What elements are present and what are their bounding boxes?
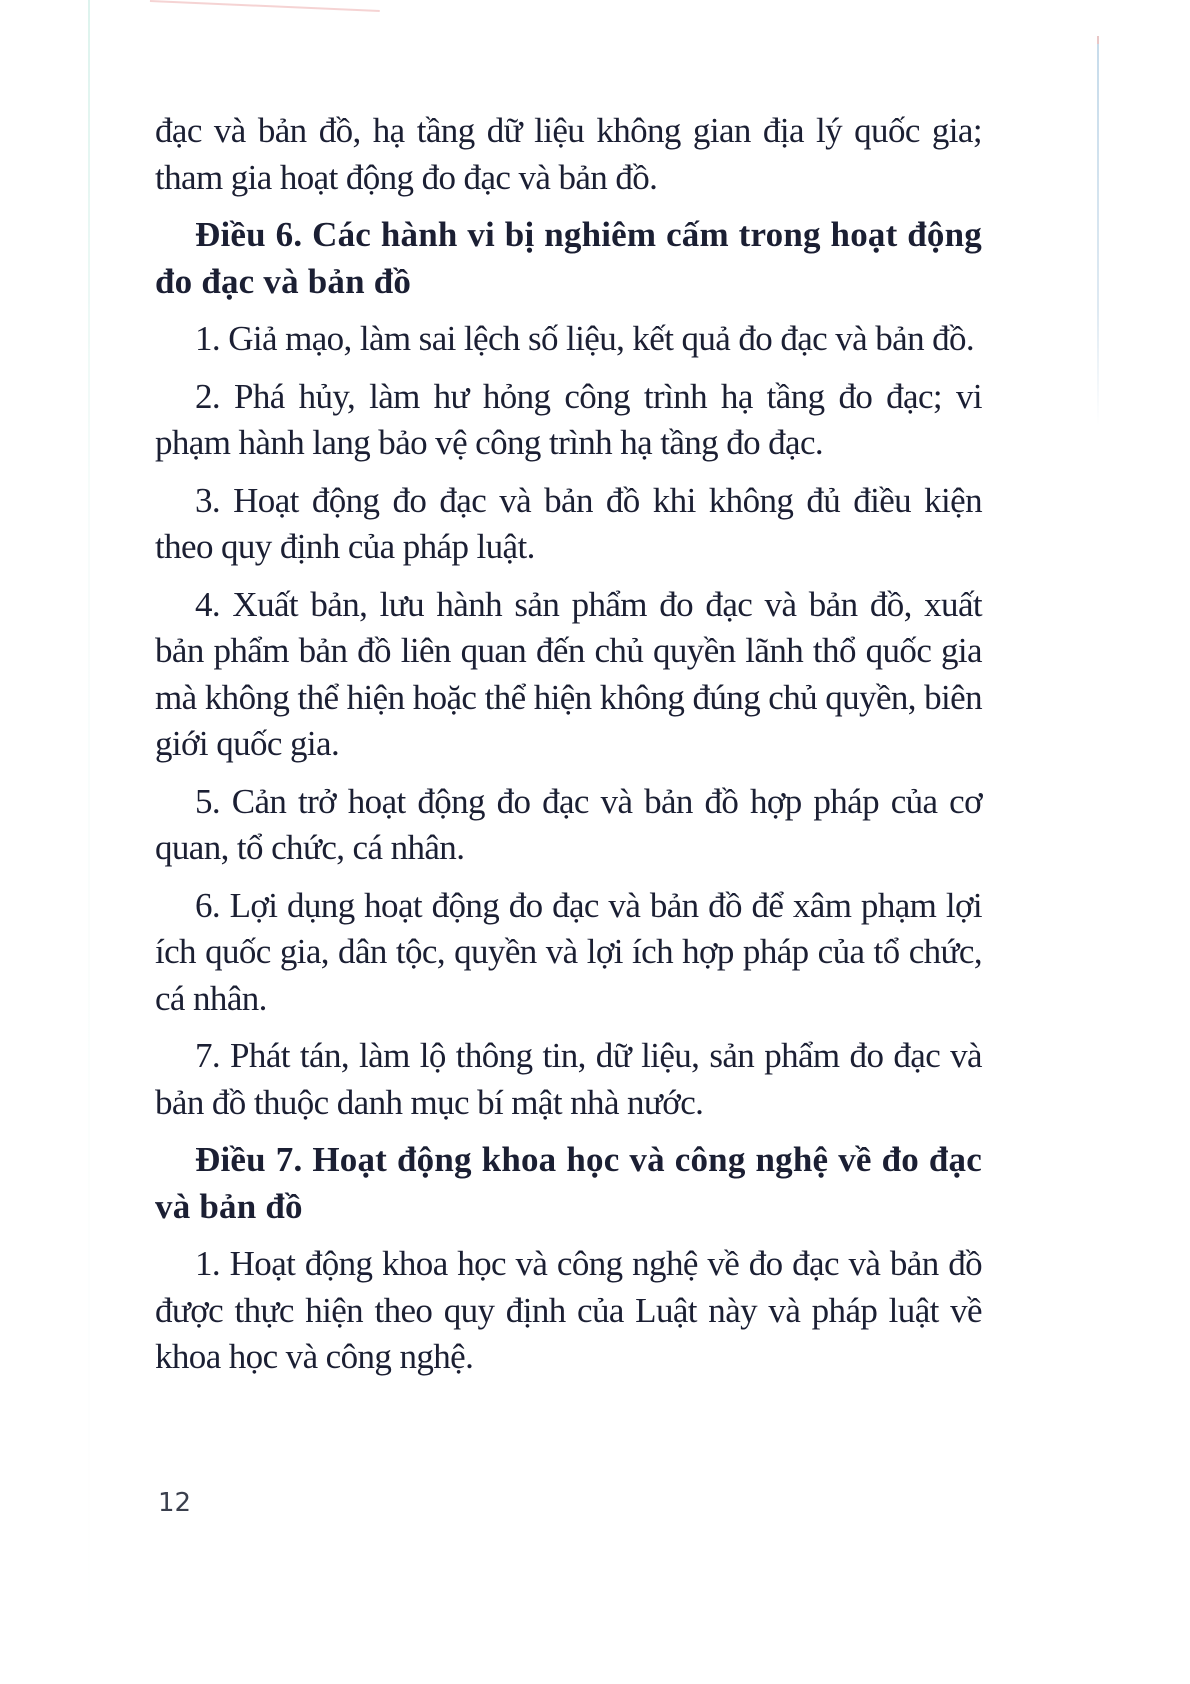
page-number: 12: [158, 1488, 192, 1518]
article-6-clause-7: 7. Phát tán, làm lộ thông tin, dữ liệu, sản phẩm đo đạc và bản đồ thuộc danh mục bí mật nhà nước.: [155, 1036, 982, 1122]
article-6-clause-5: 5. Cản trở hoạt động đo đạc và bản đồ hợp pháp của cơ quan, tổ chức, cá nhân.: [155, 781, 982, 867]
article-6-clause-2: 2. Phá hủy, làm hư hỏng công trình hạ tầng đo đạc; vi phạm hành lang bảo vệ công trình hạ tầng đo đạc.: [155, 376, 982, 462]
article-7-heading: Điều 7. Hoạt động khoa học và công nghệ về đo đạc và bản đồ: [155, 1140, 982, 1226]
article-6-heading: Điều 6. Các hành vi bị nghiêm cấm trong hoạt động đo đạc và bản đồ: [155, 215, 982, 301]
page-edge-left: [88, 0, 90, 1684]
article-6-clause-6: 6. Lợi dụng hoạt động đo đạc và bản đồ để xâm phạm lợi ích quốc gia, dân tộc, quyền và lợi ích hợp pháp của tổ chức, cá nhân.: [155, 885, 982, 1018]
page-body: [155, 108, 982, 1392]
continued-paragraph: đạc và bản đồ, hạ tầng dữ liệu không gian địa lý quốc gia; tham gia hoạt động đo đạc và bản đồ.: [155, 111, 982, 197]
article-6-clause-4: 4. Xuất bản, lưu hành sản phẩm đo đạc và bản đồ, xuất bản phẩm bản đồ liên quan đến chủ quyền lãnh thổ quốc gia mà không thể hiện hoặc thể hiện không đúng chủ quyền, biên giới quốc gia.: [155, 584, 982, 763]
article-6-clause-3: 3. Hoạt động đo đạc và bản đồ khi không đủ điều kiện theo quy định của pháp luật.: [155, 480, 982, 566]
article-7-clause-1: 1. Hoạt động khoa học và công nghệ về đo đạc và bản đồ được thực hiện theo quy định của Luật này và pháp luật về khoa học và công nghệ.: [155, 1244, 982, 1376]
page-top-curve: [149, 0, 379, 26]
article-6-clause-1: 1. Giả mạo, làm sai lệch số liệu, kết quả đo đạc và bản đồ.: [195, 319, 975, 358]
page-edge-right: [1097, 36, 1099, 426]
